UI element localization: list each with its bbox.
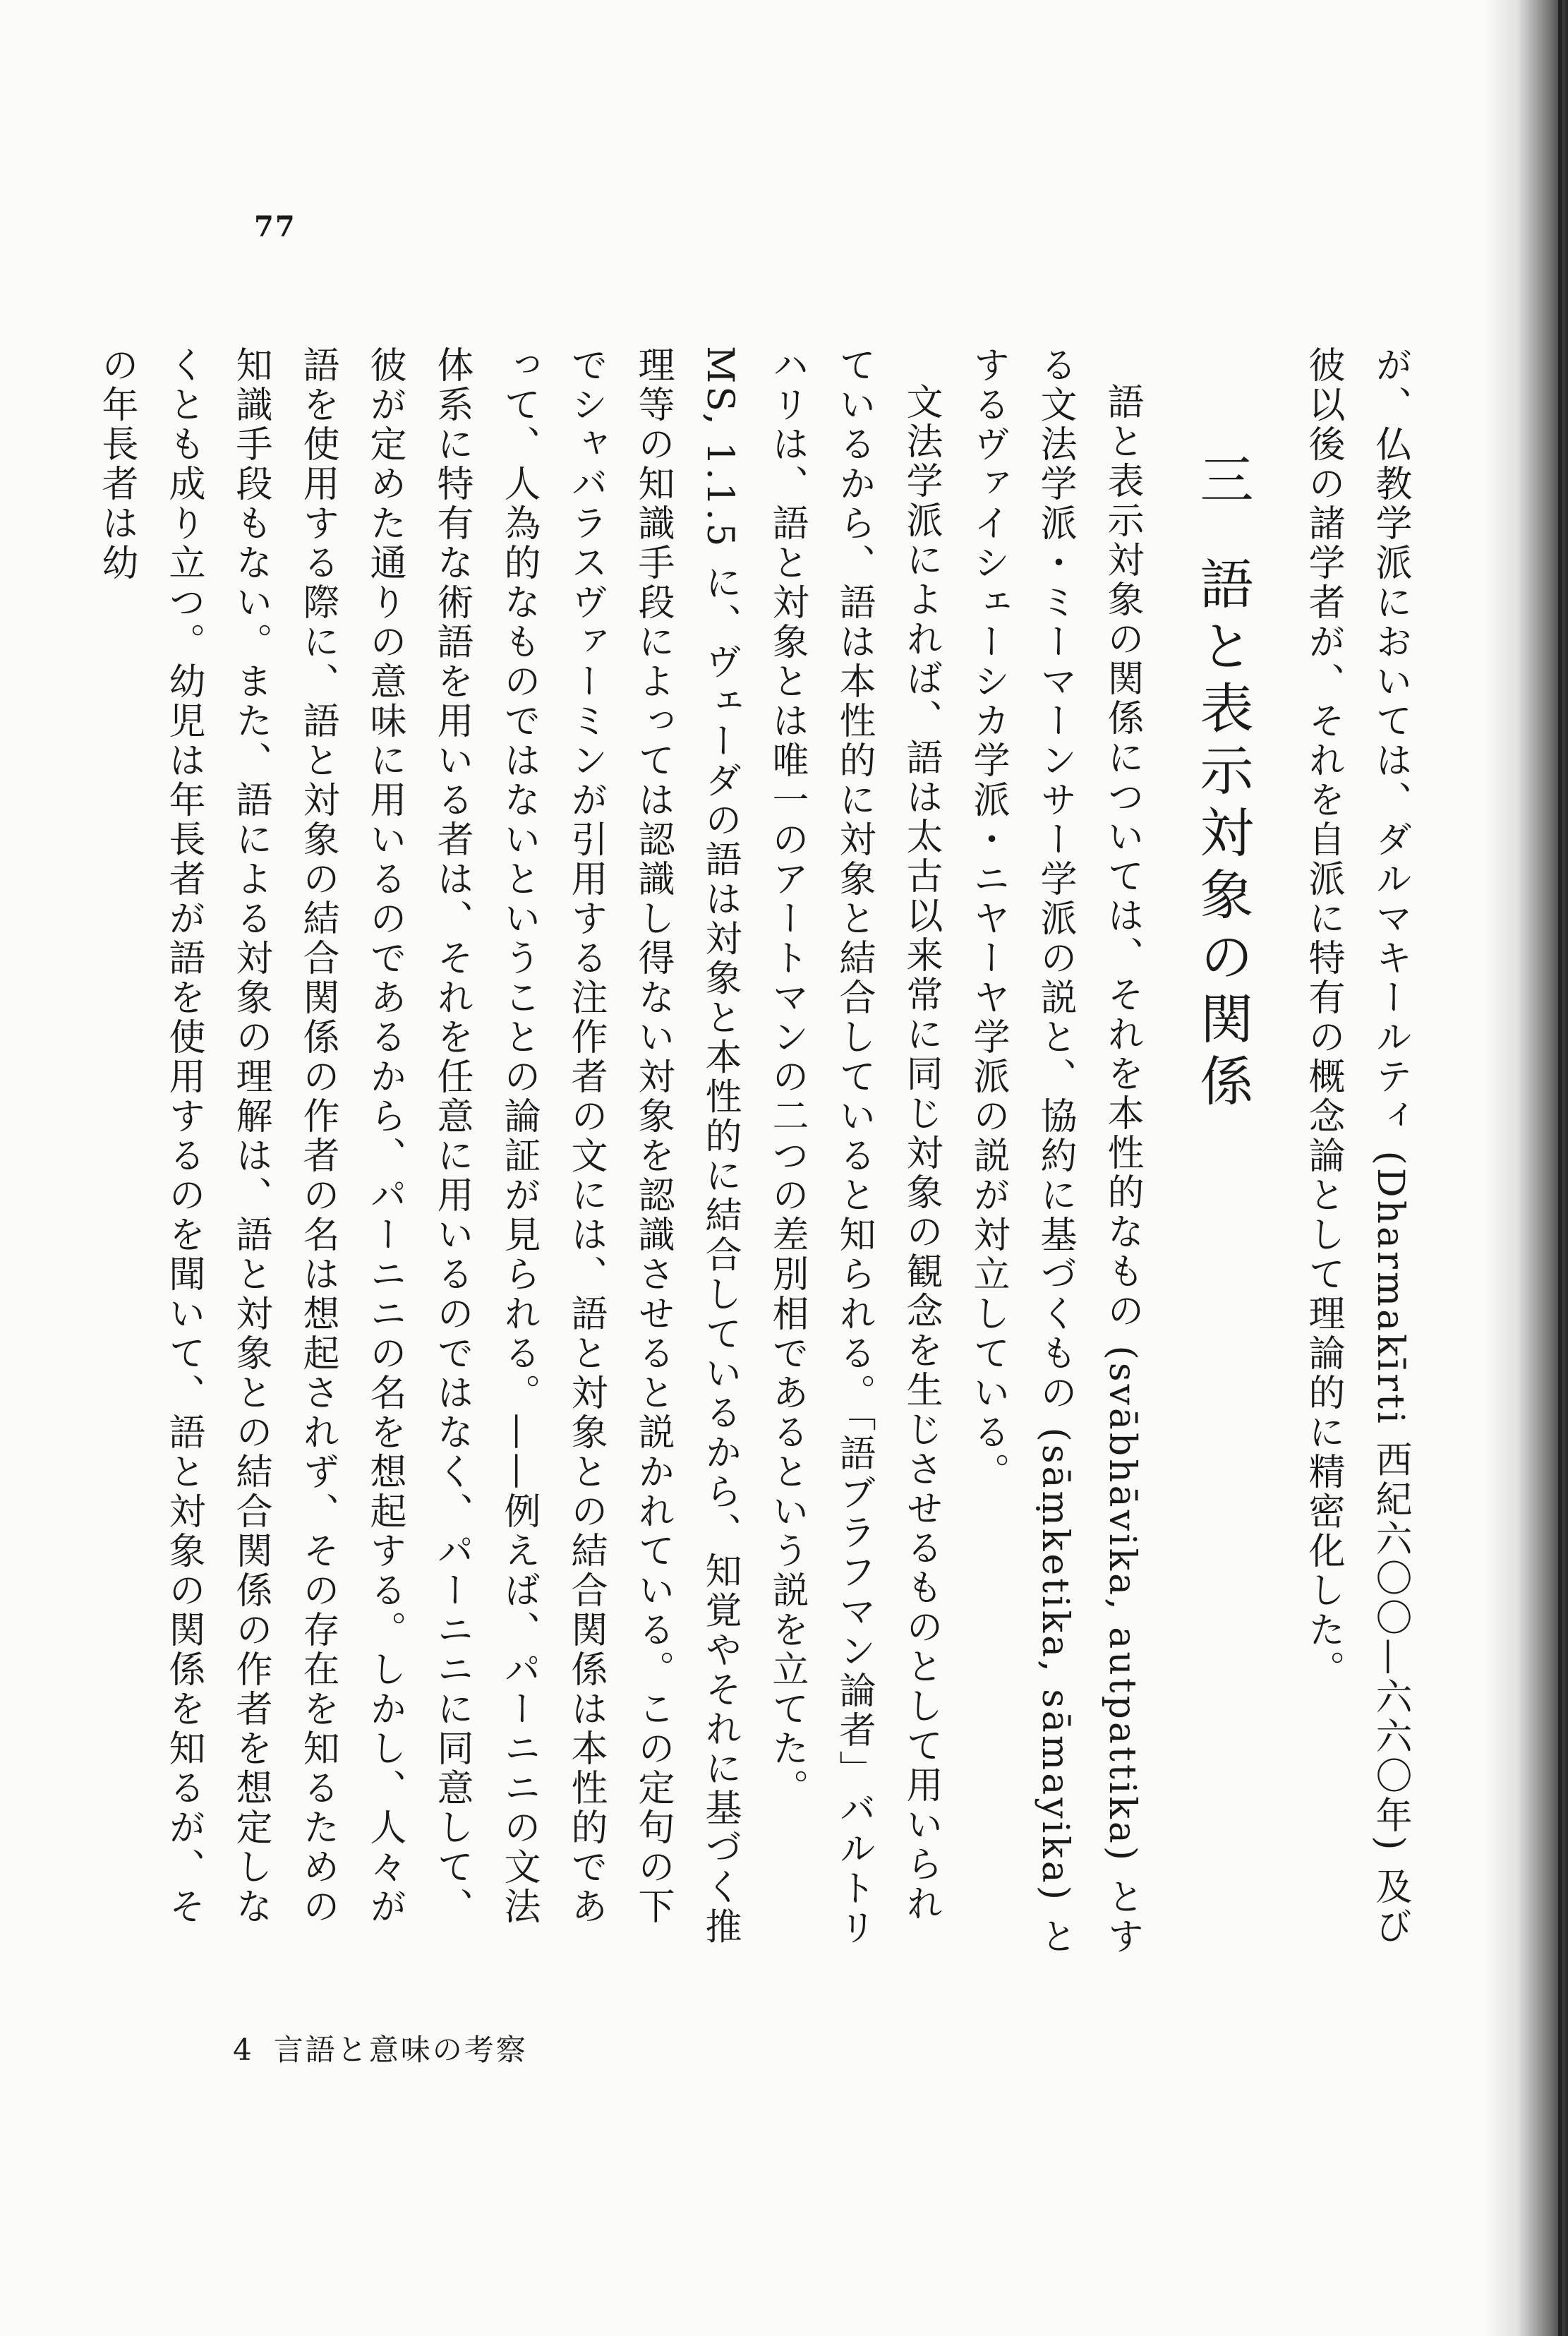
vertical-body-text bbox=[83, 346, 1423, 1962]
binding-shadow bbox=[1483, 0, 1568, 2336]
section-number: 三 bbox=[1191, 452, 1254, 514]
section-title: 語と表示対象の関係 bbox=[1191, 556, 1254, 1115]
binding-edge bbox=[1558, 0, 1562, 2336]
running-footer bbox=[233, 2027, 528, 2069]
footer-chapter-title: 言語と意味の考察 bbox=[273, 2033, 528, 2067]
footer-chapter-number: 4 bbox=[233, 2033, 254, 2067]
paragraph-ms: MS, 1.1.5 に、ヴェーダの語は対象と本性的に結合しているから、知覚やそれに基づく推理等の知識手段によっては認識し得ない対象を認識させると説かれている。この定句の下でシャバラスヴァーミンが引用する注作者の文には、語と対象との結合関係は本性的であって、人為的なものではないということの論証が見られる。——例えば、パーニニの文法体系に特有な術語を用いる者は、それを任意に用いるのではなく、パーニニに同意して、彼が定めた通りの意味に用いるのであるから、パーニニの名を想起する。しかし、人々が語を使用する際に、語と対象の結合関係の作者の名は想起されず、その存在を知るための知識手段もない。また、語による対象の理解は、語と対象との結合関係の作者を想定しなくとも成り立つ。幼児は年長者が語を使用するのを聞いて、語と対象の関係を知るが、その年長者は幼 bbox=[95, 346, 741, 1947]
paragraph-grammarians: 文法学派によれば、語は太古以来常に同じ対象の観念を生じさせるものとして用いられているから、語は本性的に対象と結合していると知られる。「語ブラフマン論者」バルトリハリは、語と対象とは唯一のアートマンの二つの差別相であるという説を立てた。 bbox=[766, 346, 942, 1948]
paragraph-intro: が、仏教学派においては、ダルマキールティ (Dharmakīrti 西紀六〇〇—六六〇年) 及び彼以後の諸学者が、それを自派に特有の概念論として理論的に精密化した。 bbox=[1302, 346, 1411, 1947]
page-number: 77 bbox=[254, 210, 296, 243]
section-heading bbox=[1155, 452, 1289, 1962]
paragraph-relation: 語と表示対象の関係については、それを本性的なもの (svābhāvika, autpattika) とする文法学派・ミーマーンサー学派の説と、協約に基づくもの (sāṃketika, sāmayika) とするヴァイシェーシカ学派・ニヤーヤ学派の説が対立している。 bbox=[967, 346, 1143, 1957]
